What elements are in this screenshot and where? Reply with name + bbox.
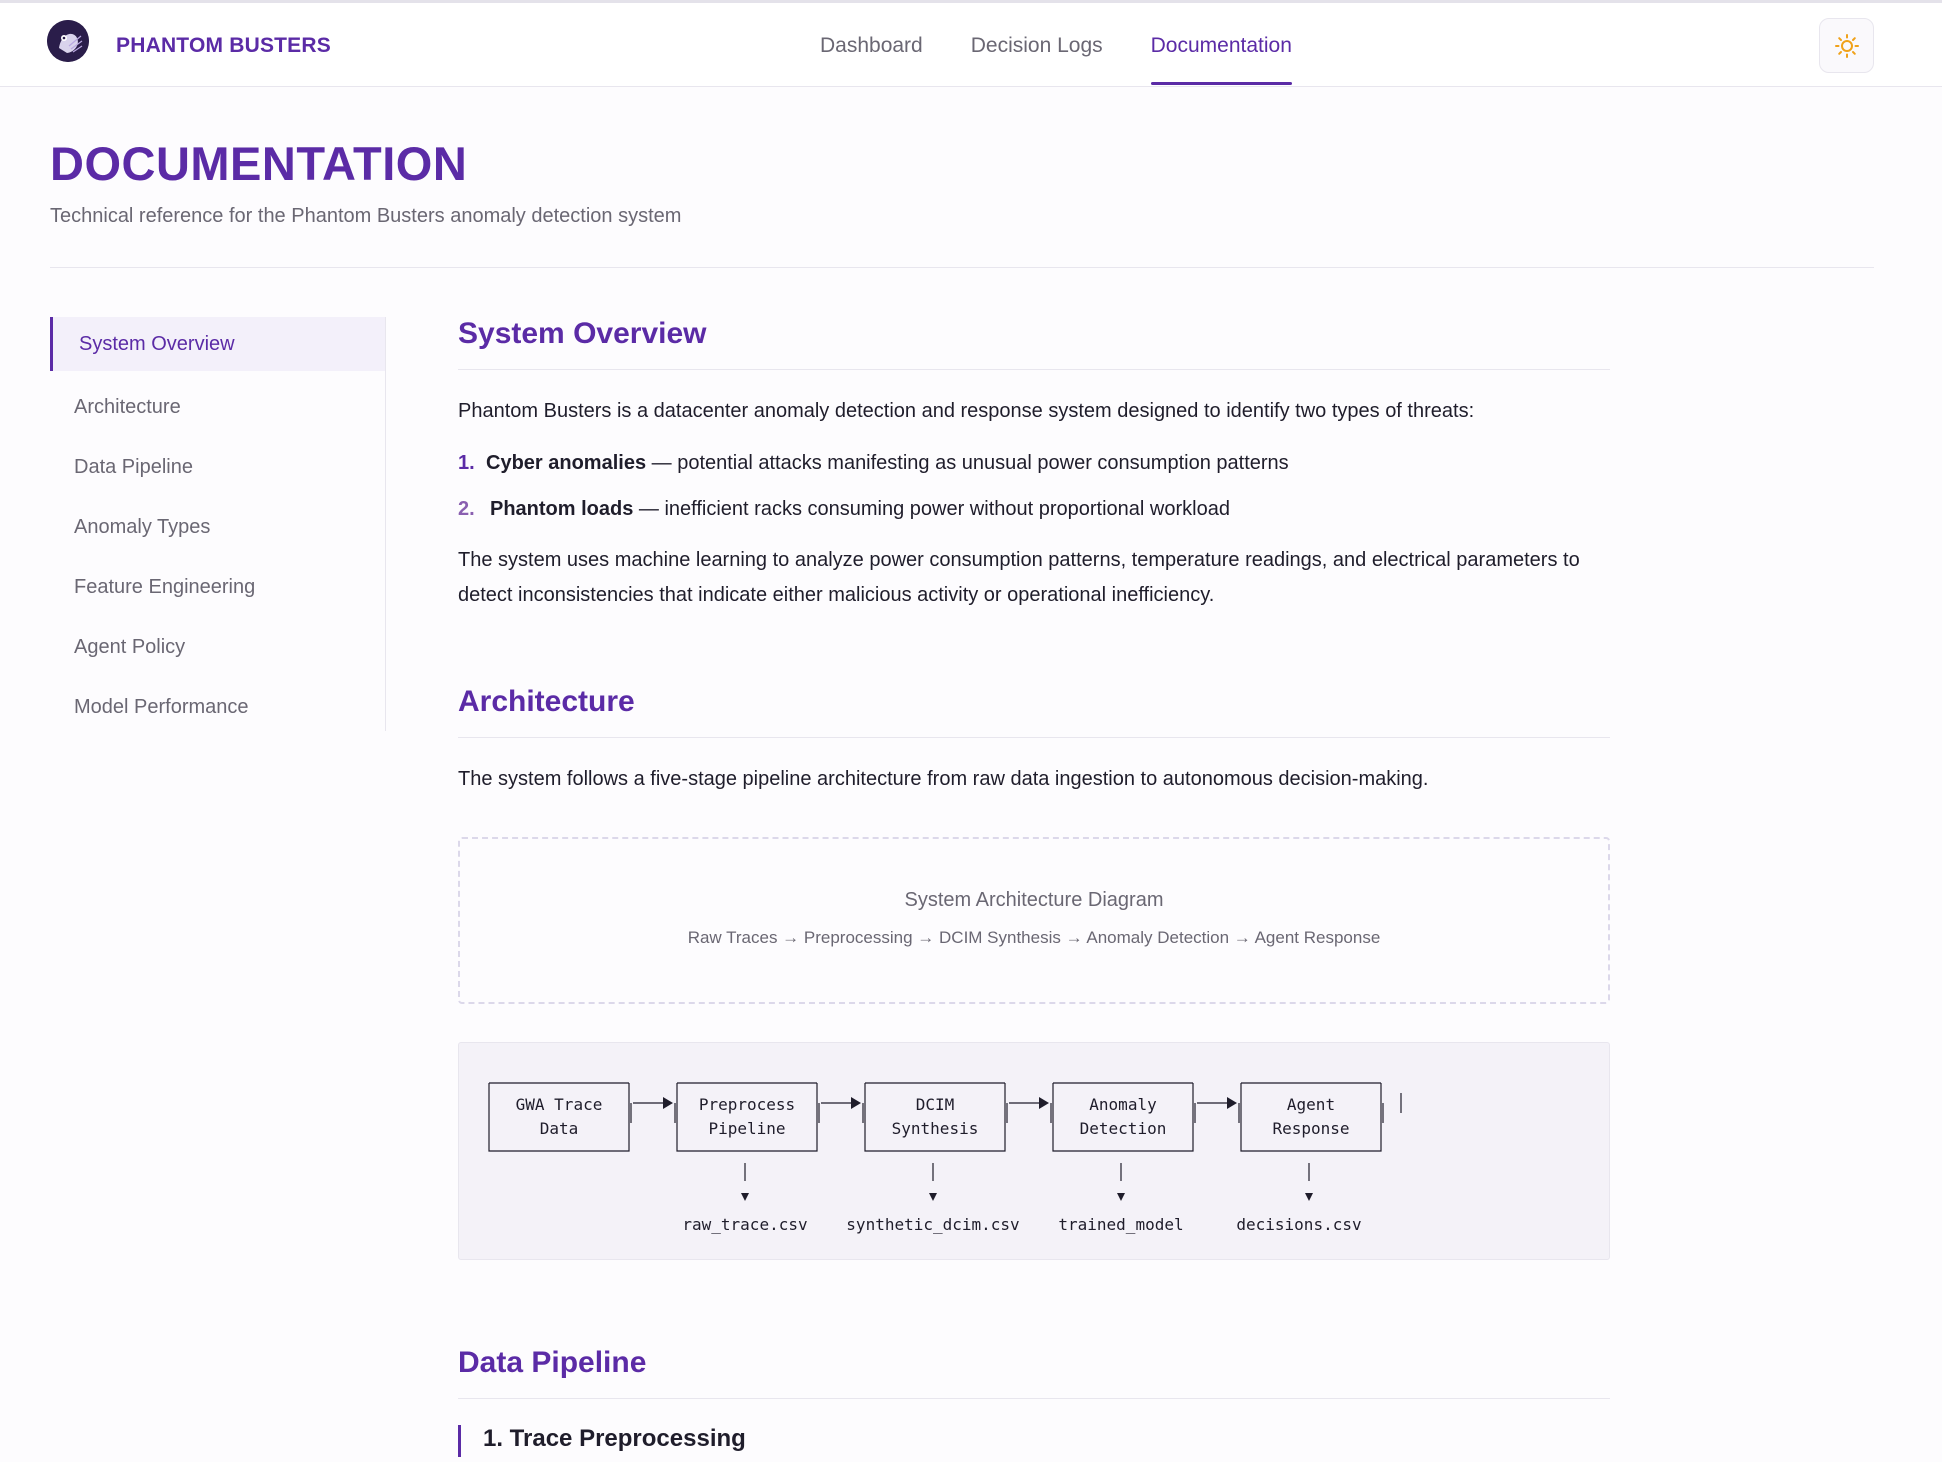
section-heading: Architecture (458, 685, 635, 718)
sidebar-item-system-overview[interactable]: System Overview (50, 317, 385, 371)
architecture-diagram-placeholder (458, 837, 1610, 1004)
sidebar-item-agent-policy[interactable]: Agent Policy (74, 635, 186, 658)
stage-label: DCIM Synthesis (891, 1095, 979, 1138)
docs-content (458, 317, 1610, 1457)
sun-icon (1834, 33, 1860, 59)
diagram-title: System Architecture Diagram (904, 889, 1164, 911)
nav-dashboard[interactable]: Dashboard (820, 34, 923, 57)
stage-label: Anomaly Detection (1079, 1095, 1167, 1138)
arrow-head (851, 1097, 861, 1109)
output-file: decisions.csv (1236, 1215, 1362, 1234)
page-title: DOCUMENTATION (50, 137, 468, 190)
list-text: — inefficient racks consuming power without proportional workload (633, 498, 1230, 520)
list-strong: Cyber anomalies (486, 452, 647, 474)
subsection-heading: 1. Trace Preprocessing (458, 1425, 1610, 1457)
arrow-head (663, 1097, 673, 1109)
section-architecture (458, 685, 1610, 1260)
arrow-head (1039, 1097, 1049, 1109)
stage-label: Agent Response (1272, 1095, 1350, 1138)
sidebar-item-feature-engineering[interactable]: Feature Engineering (74, 575, 256, 598)
arrow-head (1305, 1193, 1313, 1201)
section-system-overview (458, 317, 1610, 613)
nav-documentation[interactable]: Documentation (1151, 3, 1292, 87)
architecture-intro: The system follows a five-stage pipeline architecture from raw data ingestion to autonomous decision-making. (458, 768, 1429, 790)
list-number: 2. (458, 498, 475, 520)
arrow-head (929, 1193, 937, 1201)
nav-decision-logs[interactable]: Decision Logs (970, 34, 1103, 57)
output-file: trained_model (1058, 1215, 1184, 1234)
diagram-subtitle: Raw Traces → Preprocessing → DCIM Synthesis → Anomaly Detection → Agent Response (687, 928, 1381, 947)
output-file: raw_trace.csv (682, 1215, 808, 1234)
divider (50, 267, 1874, 268)
list-text: — potential attacks manifesting as unusual power consumption patterns (646, 452, 1289, 474)
stage-label: Preprocess Pipeline (698, 1095, 796, 1138)
theme-toggle-button[interactable] (1819, 18, 1874, 73)
page-subtitle: Technical reference for the Phantom Busters anomaly detection system (50, 205, 682, 227)
list-number: 1. (458, 452, 475, 474)
section-heading: System Overview (458, 317, 707, 350)
overview-body: The system uses machine learning to analyze power consumption patterns, temperature readings, and electrical parameters to detect inconsistencies that indicate either malicious activity or operational inefficiency. (458, 549, 1580, 606)
stage-label: GWA Trace Data (515, 1095, 603, 1138)
heading-rule (458, 737, 1610, 738)
section-heading: Data Pipeline (458, 1346, 647, 1379)
top-navbar (0, 3, 1942, 87)
arrow-head (1227, 1097, 1237, 1109)
sidebar-item-architecture[interactable]: Architecture (74, 395, 181, 418)
list-item (458, 495, 1610, 523)
heading-rule (458, 1398, 1610, 1399)
section-data-pipeline (458, 1346, 1610, 1457)
main-nav (820, 3, 1340, 87)
ascii-architecture-block (458, 1042, 1610, 1260)
list-strong: Phantom loads (490, 498, 634, 520)
phantom-logo-icon[interactable] (47, 20, 89, 62)
overview-intro: Phantom Busters is a datacenter anomaly detection and response system designed to identify two types of threats: (458, 400, 1475, 422)
docs-sidebar (50, 317, 386, 731)
arrow-head (741, 1193, 749, 1201)
output-file: synthetic_dcim.csv (846, 1215, 1020, 1234)
list-item (458, 449, 1610, 477)
sidebar-item-anomaly-types[interactable]: Anomaly Types (74, 515, 211, 538)
sidebar-item-data-pipeline[interactable]: Data Pipeline (74, 455, 193, 478)
arrow-head (1117, 1193, 1125, 1201)
heading-rule (458, 369, 1610, 370)
sidebar-item-model-performance[interactable]: Model Performance (74, 695, 249, 718)
brand-name[interactable]: PHANTOM BUSTERS (116, 34, 331, 57)
